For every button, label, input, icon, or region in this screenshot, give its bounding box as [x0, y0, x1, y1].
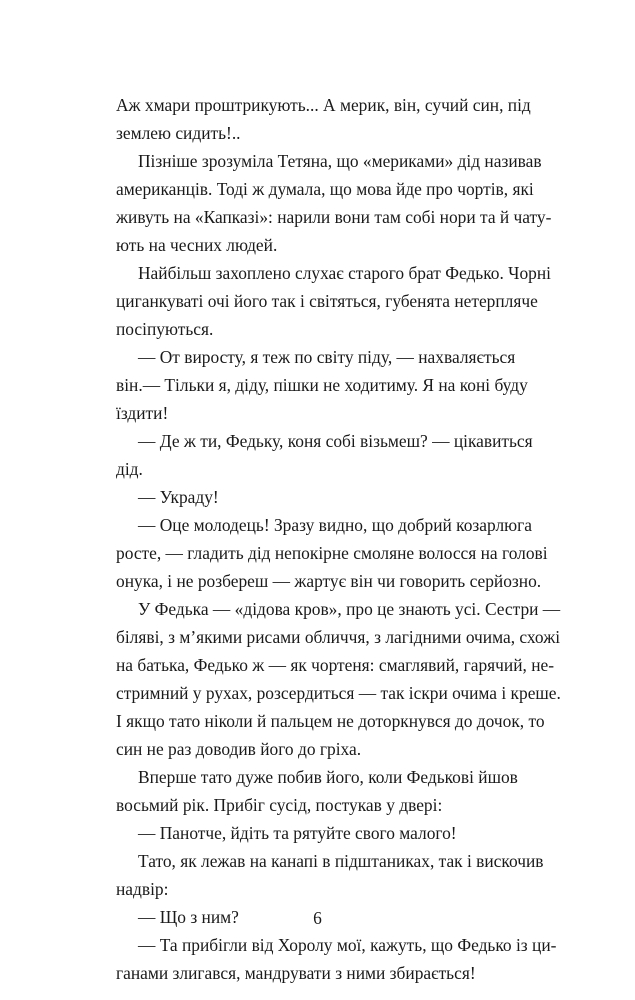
text-line: І якщо тато ніколи й пальцем не доторкнувся до дочок, то [116, 711, 545, 731]
paragraph [116, 763, 518, 819]
paragraph [116, 595, 561, 763]
text-line: біляві, з м’якими рисами обличчя, з лагідними очима, схожі [116, 627, 561, 647]
text-line: американців. Тоді ж думала, що мова йде про чортів, які [116, 179, 534, 199]
text-line: на батька, Федько ж — як чортеня: смаглявий, гарячий, не- [116, 655, 555, 675]
text-line: їздити! [116, 403, 169, 423]
text-line: — Панотче, йдіть та рятуйте свого малого! [138, 823, 457, 843]
text-line: ють на чесних людей. [116, 235, 278, 255]
body-text [116, 91, 561, 987]
text-line: — Украду! [138, 487, 219, 507]
page-number: 6 [313, 908, 322, 928]
text-line: Вперше тато дуже побив його, коли Федькові йшов [138, 767, 518, 787]
text-line: він.— Тільки я, діду, пішки не ходитиму. Я на коні буду [116, 375, 528, 395]
text-line: циганкуваті очі його так і світяться, губенята нетерпляче [116, 291, 538, 311]
text-line: дід. [116, 459, 143, 479]
paragraph [116, 819, 512, 847]
paragraph [116, 483, 512, 511]
paragraph [116, 259, 552, 343]
text-line: восьмий рік. Прибіг сусід, постукав у двері: [116, 795, 443, 815]
text-line: посіпуються. [116, 319, 214, 339]
paragraph [116, 91, 531, 147]
text-line: Пізніше зрозуміла Тетяна, що «мериками» дід називав [138, 151, 542, 171]
paragraph [116, 847, 544, 903]
text-line: Аж хмари проштрикують... А мерик, він, сучий син, під [116, 95, 531, 115]
text-line: — Оце молодець! Зразу видно, що добрий козарлюга [138, 515, 533, 535]
text-line: — Та прибігли від Хоролу мої, кажуть, що Федько із ци- [138, 935, 557, 955]
text-line: росте, — гладить дід непокірне смоляне волосся на голові [116, 543, 548, 563]
text-line: Тато, як лежав на канапі в підштаниках, так і вискочив [138, 851, 544, 871]
text-line: землею сидить!.. [116, 123, 241, 143]
text-line: онука, і не розбереш — жартує він чи говорить серйозно. [116, 571, 542, 591]
paragraph [116, 343, 528, 427]
text-line: стримний у рухах, розсердиться — так іскри очима і креше. [116, 683, 561, 703]
text-line: ганами злигався, мандрувати з ними збирається! [116, 963, 476, 983]
paragraph [116, 931, 557, 987]
paragraph [116, 147, 552, 259]
text-line: живуть на «Капказі»: нарили вони там собі нори та й чату- [116, 207, 552, 227]
paragraph [116, 511, 548, 595]
paragraph [116, 427, 533, 483]
text-line: — От виросту, я теж по світу піду, — нахваляється [138, 347, 516, 367]
text-line: Найбільш захоплено слухає старого брат Федько. Чорні [138, 263, 552, 283]
text-line: — Де ж ти, Федьку, коня собі візьмеш? — цікавиться [138, 431, 533, 451]
text-line: надвір: [116, 879, 169, 899]
text-line: — Що з ним? [138, 907, 239, 927]
text-line: У Федька — «дідова кров», про це знають усі. Сестри — [138, 599, 561, 619]
text-line: син не раз доводив його до гріха. [116, 739, 362, 759]
